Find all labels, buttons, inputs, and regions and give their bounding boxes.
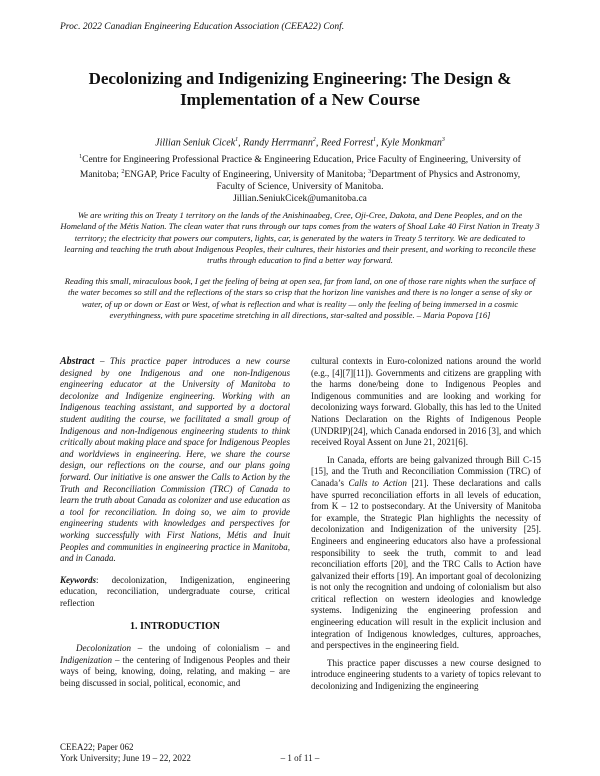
abstract-text: – This practice paper introduces a new course designed by one Indigenous and one non-Indigenous engineering educator at the University of Manitoba to decolonize and Indigenize engineering. Working with an Indigenous teaching assistant, and supported by a doctoral student auditing the course, we facilitated a small group of Indigenous and non-Indigenous engineering students to think critically about making place and space for Indigenous Peoples and worldviews in engineering. Here, we share the course design, our reflections on the course, and our plans going forward. Our initiative is one answer the Calls to Action by the Truth and Reconciliation Commission (TRC) of Canada to learn the truth about Canada as colonizer and use education as a tool for reconciliation. In doing so, we aim to provide engineering students with knowledges and perspectives for working successfully with First Nations, Métis and Inuit Peoples and communities in engineering practice in Manitoba, and in Canada. (60, 356, 290, 564)
affiliation-line-1 (72, 151, 528, 166)
affiliation-line-2 (72, 166, 528, 181)
intro-text-a: – the undoing of colonialism – and (131, 643, 290, 654)
affil-sup-2: 2 (121, 169, 125, 176)
author-3: Reed Forrest (320, 137, 373, 149)
author-email: Jillian.SeniukCicek@umanitoba.ca (233, 194, 367, 205)
affil-sup-1: 1 (79, 154, 83, 160)
affil-text-1: Centre for Engineering Professional Practice & Engineering Education, Price Faculty of Engineering, University of (82, 155, 521, 166)
abstract (60, 356, 290, 565)
keywords-text: : decolonization, Indigenization, engineering education, reconciliation, undergraduate course, critical reflection (60, 574, 290, 608)
author-1-sup: 1 (235, 137, 239, 143)
abstract-label: Abstract (60, 356, 95, 367)
body-paragraph-1: cultural contexts in Euro-colonized nations around the world (e.g., [4][7][11]). Governments and citizens are grappling with the harms done/being done to Indigenous Peoples and Indigenous communities and are looking and working for decolonizing ways forward. Globally, this has led to the United Nations Declaration on the Rights of Indigenous People (UNDRIP)[24], which Canada endorsed in 2016 [3], and which received Royal Assent on June 21, 2021[6]. (311, 356, 541, 448)
affiliations (72, 151, 528, 205)
author-4: Kyle Monkman (381, 137, 442, 149)
left-column (60, 356, 290, 695)
affil-text-2c: Department of Physics and Astronomy, (371, 170, 521, 181)
author-2: Randy Herrmann (243, 137, 313, 149)
body-paragraph-2 (311, 455, 541, 652)
author-2-sup: 2 (312, 137, 316, 143)
title-line-2: Implementation of a New Course (180, 90, 420, 109)
paper-title (60, 68, 540, 110)
author-list: Jillian Seniuk Cicek$^1$, Randy Herrmann$^2$, Reed Forrest$^1$, Kyle Monkman$^3$ (155, 137, 445, 149)
page-number: – 1 of 11 – (280, 753, 320, 763)
intro-paragraph-1 (60, 643, 290, 689)
body-paragraph-3: This practice paper discusses a new course designed to introduce engineering students to a variety of topics relevant to decolonizing and Indigenizing the engineering (311, 657, 541, 692)
conference-header: Proc. 2022 Canadian Engineering Education Association (CEEA22) Conf. (60, 22, 345, 32)
intro-text-b: – the centering of Indigenous Peoples and their ways of being, knowing, doing, relating, and making – are being discussed in social, political, economic, and (60, 654, 290, 688)
term-decolonization: Decolonization (76, 643, 131, 654)
calls-to-action-term: Calls to Action (348, 477, 407, 488)
land-acknowledgement: We are writing this on Treaty 1 territory on the lands of the Anishinaabeg, Cree, Oji-Cree, Dakota, and Dene Peoples, and on the Homeland of the Métis Nation. The clean water that runs through our taps comes from the waters of Shoal Lake 40 First Nation in Treaty 3 territory; the electricity that powers our computers, lights, car, is generated by the waters in Treaty 5 territory. We are dedicated to learning and teaching the truth about Indigenous Peoples, their cultures, their histories and their present, and working to reconcile these truths through education to find a better way forward. (60, 210, 540, 266)
author-4-sup: 3 (441, 137, 445, 143)
body-p2-text-b: [21]. These declarations and calls have spurred reconciliation efforts in all levels of education, from K – 12 to postsecondary. At the University of Manitoba for example, the Strategic Plan highlights the necessity of decolonization and Indigenization of the university [25]. Engineers and engineering educators also have a professional responsibility to seek the truth, commit to and lead reconciliation efforts [20], and the TRC Calls to Action have galvanized their efforts [19]. An important goal of decolonizing is not only the recognition and undoing of colonialism but also critical reflection on western ideologies and knowledge systems. Indigenizing the engineering profession and engineering education will result in the explicit inclusion and integration of Indigenous knowledges, cultures, approaches, and perspectives in the engineering field. (311, 477, 541, 651)
section-heading-introduction: 1. INTRODUCTION (129, 621, 220, 633)
affiliation-line-3: Faculty of Science, University of Manitoba. (216, 182, 384, 193)
affil-sup-3: 3 (368, 169, 372, 176)
keywords-label: Keywords (60, 574, 96, 585)
epigraph-quote: Reading this small, miraculous book, I get the feeling of being at open sea, far from land, on one of those rare nights when the surface of the water becomes so still and the reflections of the stars so crisp that the horizon line vanishes and there is no longer a sense of sky or water, of up or down or East or West, of what is reflection and what is reality — only the feeling of being immersed in a cosmic everythingness, with pure spacetime stretching in all directions, star-salted and possible. – Maria Popova [16] (64, 276, 536, 320)
right-column (311, 356, 541, 699)
keywords (60, 575, 290, 610)
body-p2-text-a: In Canada, efforts are being galvanized through Bill C-15 [15], and the Truth and Reconciliation Commission (TRC) of Canada’s (311, 454, 541, 488)
footer-venue: York University; June 19 – 22, 2022 (60, 753, 191, 763)
title-line-1: Decolonizing and Indigenizing Engineering: The Design & (88, 69, 512, 88)
footer-paper-id: CEEA22; Paper 062 (60, 742, 134, 752)
affil-text-2b: ENGAP, Price Faculty of Engineering, University of Manitoba; (124, 170, 369, 181)
author-1: Jillian Seniuk Cicek (155, 137, 236, 149)
author-3-sup: 1 (373, 137, 376, 143)
term-indigenization: Indigenization (60, 654, 112, 665)
affil-text-2a: Manitoba; (79, 170, 122, 181)
